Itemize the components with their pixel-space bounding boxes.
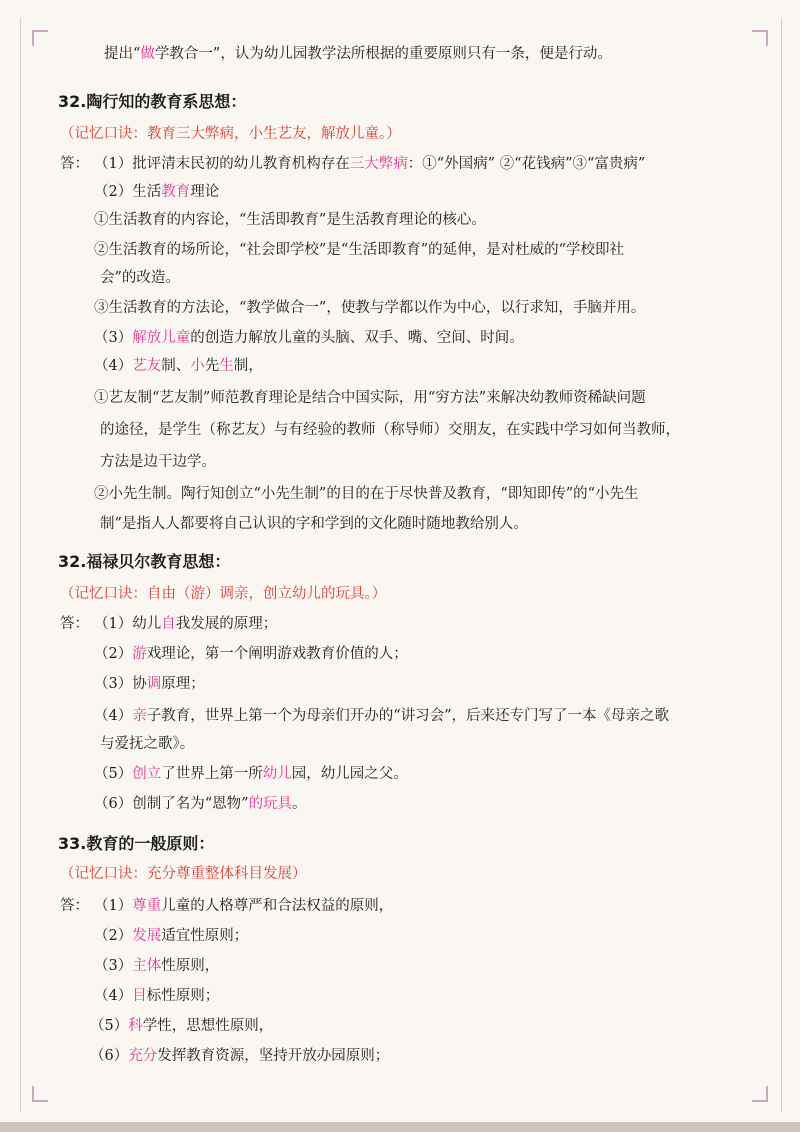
- mnemonic-line: （记忆口诀：教育三大弊病，小生艺友，解放儿童。）: [60, 126, 401, 142]
- answer-line: ①艺友制“艺友制”师范教育理论是结合中国实际，用“穷方法”来解决幼教师资稀缺问题: [94, 390, 646, 406]
- section-title: 33.教育的一般原则：: [58, 834, 215, 853]
- answer-line: 会”的改造。: [100, 270, 180, 286]
- corner-mark: [32, 1086, 48, 1102]
- answer-line: 制”是指人人都要将自己认识的字和学到的文化随时随地教给别人。: [100, 516, 528, 532]
- answer-line: （3）协调原理；: [94, 676, 205, 692]
- answer-line: （1）批评清末民初的幼儿教育机构存在三大弊病：①“外国病” ②“花钱病”③“富贵病”: [94, 156, 646, 172]
- answer-line: ②生活教育的场所论，“社会即学校”是“生活即教育”的延伸，是对杜威的“学校即社: [94, 242, 625, 258]
- intro-line: 提出“做学教合一”，认为幼儿园教学法所根据的重要原则只有一条，便是行动。: [104, 46, 612, 62]
- answer-line: （3）主体性原则，: [94, 958, 220, 974]
- corner-mark: [752, 30, 768, 46]
- answer-label: 答：: [60, 156, 89, 172]
- answer-line: （2）游戏理论，第一个阐明游戏教育价值的人；: [94, 646, 408, 662]
- answer-line: （4）亲子教育，世界上第一个为母亲们开办的“讲习会”，后来还专门写了一本《母亲之歌: [94, 708, 670, 724]
- answer-line: （6）充分发挥教育资源，坚持开放办园原则；: [90, 1048, 390, 1064]
- answer-line: （5）科学性，思想性原则，: [90, 1018, 274, 1034]
- answer-line: （2）发展适宜性原则；: [94, 928, 249, 944]
- answer-line: ①生活教育的内容论，“生活即教育”是生活教育理论的核心。: [94, 212, 486, 228]
- answer-line: （2）生活教育理论: [94, 184, 220, 200]
- answer-label: 答：: [60, 898, 89, 914]
- corner-mark: [32, 30, 48, 46]
- page-bottom-edge: [0, 1122, 800, 1132]
- answer-line: ③生活教育的方法论，“教学做合一”，使教与学都以作为中心，以行求知，手脑并用。: [94, 300, 646, 316]
- answer-line: 与爱抚之歌》。: [100, 736, 195, 752]
- answer-line: （6）创制了名为“恩物”的玩具。: [94, 796, 307, 812]
- section-title: 32.福禄贝尔教育思想：: [58, 552, 231, 571]
- answer-line: （5）创立了世界上第一所幼儿园，幼儿园之父。: [94, 766, 408, 782]
- section-title: 32.陶行知的教育系思想：: [58, 92, 247, 111]
- answer-line: ②小先生制。陶行知创立“小先生制”的目的在于尽快普及教育，“即知即传”的“小先生: [94, 486, 639, 502]
- corner-mark: [752, 1086, 768, 1102]
- answer-line: 方法是边干边学。: [100, 454, 216, 470]
- answer-line: （4）艺友制、小先生制，: [94, 358, 263, 374]
- answer-line: （4）目标性原则；: [94, 988, 220, 1004]
- mnemonic-line: （记忆口诀：充分尊重整体科目发展）: [60, 866, 307, 882]
- answer-line: 的途径，是学生（称艺友）与有经验的教师（称导师）交朋友，在实践中学习如何当教师，: [100, 422, 680, 438]
- answer-line: （1）幼儿自我发展的原理；: [94, 616, 278, 632]
- answer-label: 答：: [60, 616, 89, 632]
- mnemonic-line: （记忆口诀：自由（游）调亲，创立幼儿的玩具。）: [60, 586, 387, 602]
- answer-line: （3）解放儿童的创造力解放儿童的头脑、双手、嘴、空间、时间。: [94, 330, 524, 346]
- answer-line: （1）尊重儿童的人格尊严和合法权益的原则，: [94, 898, 394, 914]
